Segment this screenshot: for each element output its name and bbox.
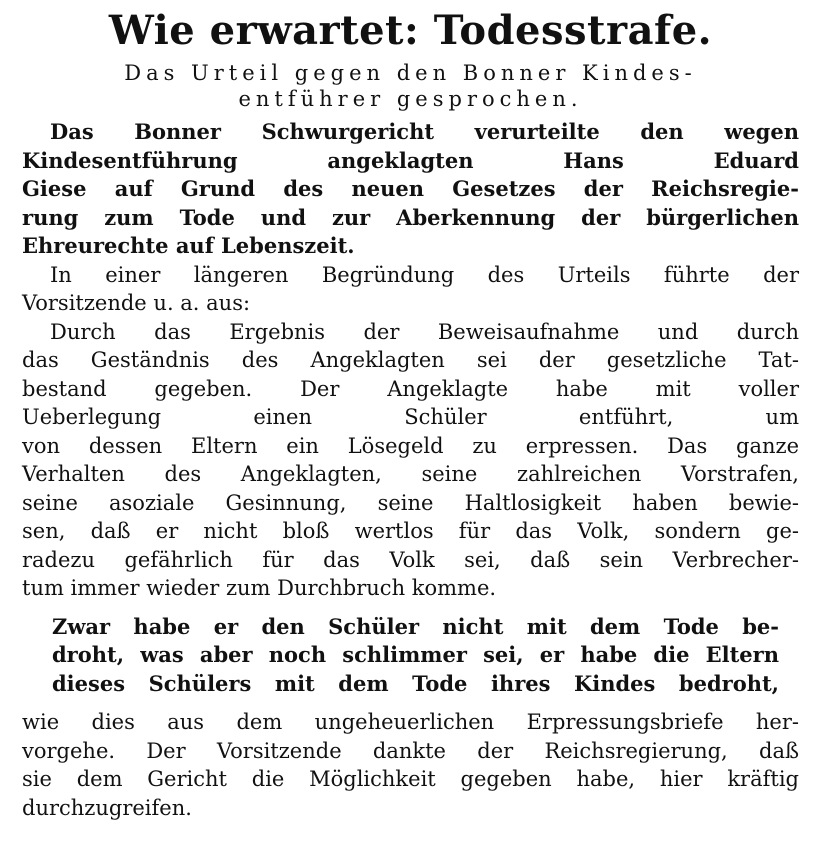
text-line: tum immer wieder zum Durchbruch komme. (22, 576, 497, 600)
text-line: Kindesentführung angeklagten Hans Eduard (22, 147, 799, 173)
text-line: droht, was aber noch schlimmer sei, er habe die Eltern (52, 642, 779, 667)
paragraph-reasoning (22, 318, 799, 603)
text-line: sie dem Gericht die Möglichkeit gegeben habe, hier kräftig (22, 767, 799, 791)
text-line: wie dies aus dem ungeheuerlichen Erpressungsbriefe her- (22, 710, 799, 734)
text-line: dieses Schülers mit dem Tode ihres Kindes bedroht, (52, 670, 779, 696)
text-line: vorgehe. Der Vorsitzende dankte der Reichsregierung, daß (22, 738, 799, 763)
text-line: Durch das Ergebnis der Beweisaufnahme und durch (50, 319, 799, 344)
text-line: sen, daß er nicht bloß wertlos für das Volk, sondern ge- (22, 519, 799, 543)
subheadline-line: Das Urteil gegen den Bonner Kindes- (124, 61, 697, 85)
paragraph-verdict (22, 118, 799, 261)
text-line: seine asoziale Gesinnung, seine Haltlosigkeit haben bewie- (22, 490, 799, 515)
text-line: Ueberlegung einen Schüler entführt, um (22, 405, 799, 429)
subheadline-line: entführer gesprochen. (238, 87, 583, 111)
text-line: radezu gefährlich für das Volk sei, daß sein Verbrecher- (22, 547, 799, 572)
text-line: durchzugreifen. (22, 795, 192, 820)
text-line: rung zum Tode und zur Aberkennung der bürgerlichen (22, 204, 799, 230)
subheadline (22, 60, 799, 112)
text-line: Das Bonner Schwurgericht verurteilte den wegen (50, 119, 799, 144)
text-line: Giese auf Grund des neuen Gesetzes der Reichsregie- (22, 176, 799, 201)
text-line: Vorsitzende u. a. aus: (22, 291, 251, 315)
text-line: Ehreurechte auf Lebenszeit. (22, 233, 355, 258)
text-line: Verhalten des Angeklagten, seine zahlreichen Vorstrafen, (22, 462, 799, 486)
headline: Wie erwartet: Todesstrafe. (108, 7, 713, 54)
text-line: Zwar habe er den Schüler nicht mit dem Tode be- (52, 613, 779, 639)
paragraph-closing (22, 708, 799, 822)
paragraph-threat (22, 613, 799, 699)
text-line: von dessen Eltern ein Lösegeld zu erpressen. Das ganze (22, 433, 799, 458)
text-line: In einer längeren Begründung des Urteils führte der (50, 262, 799, 287)
text-line: das Geständnis des Angeklagten sei der gesetzliche Tat- (22, 348, 799, 372)
paragraph-reasoning-intro (22, 261, 799, 318)
text-line: bestand gegeben. Der Angeklagte habe mit voller (22, 376, 799, 401)
